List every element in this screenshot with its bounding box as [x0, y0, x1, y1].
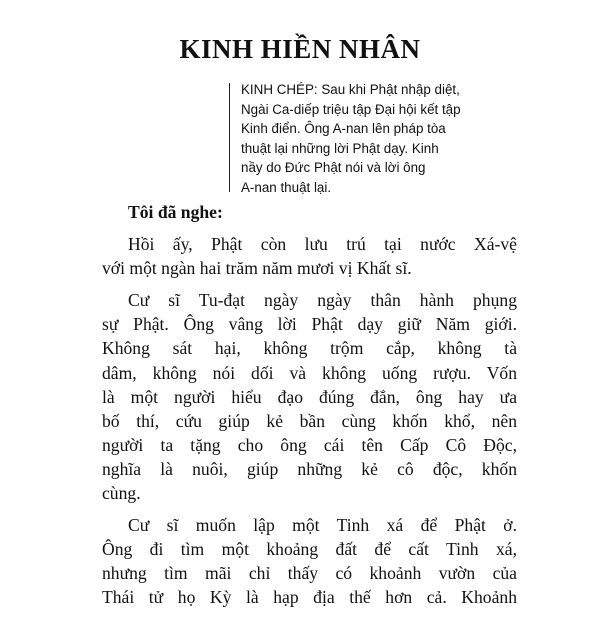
text-line: cùng.	[102, 483, 141, 504]
note-line: KINH CHÉP: Sau khi Phật nhập diệt,	[241, 82, 460, 97]
text-line: Thái tử họ Kỳ là hạp địa thế hơn cả. Khoảnh	[102, 587, 517, 608]
text-line: bố thí, cứu giúp kẻ bần cùng khốn khổ, nên	[102, 410, 517, 431]
text-line: sự Phật. Ông vâng lời Phật dạy giữ Năm giới.	[102, 314, 517, 335]
text-line: Hồi ấy, Phật còn lưu trú tại nước Xá-vệ	[128, 234, 517, 255]
text-line: với một ngàn hai trăm năm mươi vị Khất sĩ.	[102, 258, 412, 279]
text-line: là một người hiểu đạo đúng đắn, ông hay ưa	[102, 386, 517, 407]
text-line: nghĩa là nuôi, giúp những kẻ cô độc, khốn	[102, 458, 517, 479]
note-line: A-nan thuật lại.	[241, 179, 332, 195]
paragraph-3	[102, 513, 517, 609]
paragraph-1	[102, 232, 517, 280]
note-line: Ngài Ca-diếp triệu tập Đại hội kết tập	[241, 101, 461, 117]
text-line: người ta tặng cho ông cái tên Cấp Cô Độc,	[102, 434, 517, 455]
text-line: Không sát hại, không trộm cắp, không tà	[102, 338, 517, 359]
page-title: KINH HIỀN NHÂN	[179, 34, 421, 64]
text-line: Cư sĩ muốn lập một Tinh xá để Phật ở.	[128, 515, 517, 536]
text-line: Cư sĩ Tu-đạt ngày ngày thân hành phụng	[128, 290, 517, 311]
note-line: Kinh điển. Ông A-nan lên pháp tòa	[241, 121, 446, 137]
note-line: thuật lại những lời Phật dạy. Kinh	[241, 140, 439, 156]
text-line: Ông đi tìm một khoảng đất để cất Tinh xá,	[102, 539, 517, 560]
intro-note	[241, 80, 563, 198]
note-line: nầy do Đức Phật nói và lời ông	[241, 160, 426, 176]
paragraph-2	[102, 288, 517, 505]
opening-line	[102, 200, 517, 224]
text-line: nhưng tìm mãi chỉ thấy có khoảnh vườn của	[102, 563, 517, 584]
text-line: Tôi đã nghe:	[128, 202, 223, 222]
text-line: dâm, không nói dối và không uống rượu. Vốn	[102, 362, 517, 383]
main-text	[102, 200, 517, 618]
note-divider	[229, 83, 230, 192]
